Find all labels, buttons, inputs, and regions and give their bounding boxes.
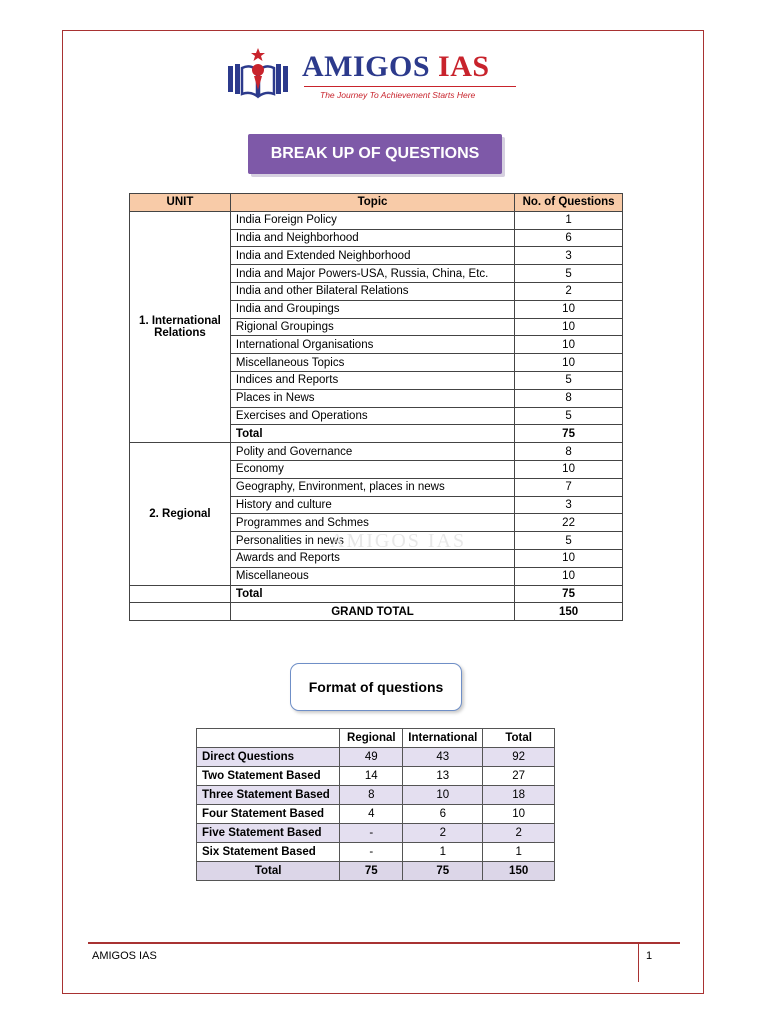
total-cell: 1 [483,843,555,862]
unit-header: UNIT [130,194,231,212]
total-label: Total [197,862,340,881]
topic-header: Topic [230,194,514,212]
regional-header: Regional [340,729,403,748]
blank-header [197,729,340,748]
format-total-row [197,862,555,881]
international-header: International [403,729,483,748]
total-value: 75 [515,585,623,603]
topic-cell: History and culture [230,496,514,514]
topic-cell: Programmes and Schmes [230,514,514,532]
empty-unit-cell [130,585,231,603]
count-cell: 10 [515,354,623,372]
count-cell: 10 [515,336,623,354]
breakup-table [129,193,623,621]
international-cell: 10 [403,786,483,805]
total-cell: 10 [483,805,555,824]
topic-cell: Economy [230,460,514,478]
logo-tagline: The Journey To Achievement Starts Here [320,90,476,100]
count-cell: 7 [515,478,623,496]
topic-cell: India and Groupings [230,300,514,318]
total-cell: 92 [483,748,555,767]
international-cell: 13 [403,767,483,786]
topic-cell: Personalities in news [230,532,514,550]
footer-brand: AMIGOS IAS [92,950,157,962]
topic-cell: India and Extended Neighborhood [230,247,514,265]
row-label: Six Statement Based [197,843,340,862]
total-cell: 18 [483,786,555,805]
table-row [197,805,555,824]
table-row [130,443,623,461]
page-number: 1 [646,950,653,962]
total-label: Total [230,425,514,443]
total-header: Total [483,729,555,748]
watermark: AMIGOS IAS [330,530,467,552]
count-cell: 8 [515,389,623,407]
count-cell: 2 [515,282,623,300]
row-label: Five Statement Based [197,824,340,843]
international-cell: 43 [403,748,483,767]
logo-title: AMIGOS IAS [302,50,490,83]
total-cell: 2 [483,824,555,843]
unit-regional: 2. Regional [130,443,231,585]
regional-cell: 4 [340,805,403,824]
count-cell: 10 [515,300,623,318]
count-cell: 10 [515,460,623,478]
grand-total-row [130,603,623,621]
book-pen-logo-icon [226,46,290,102]
total-label: Total [230,585,514,603]
topic-cell: Rigional Groupings [230,318,514,336]
regional-total: 75 [340,862,403,881]
topic-cell: India Foreign Policy [230,211,514,229]
format-table [196,728,555,881]
topic-cell: Exercises and Operations [230,407,514,425]
international-total: 75 [403,862,483,881]
count-cell: 10 [515,567,623,585]
topic-cell: India and Major Powers-USA, Russia, China, Etc. [230,265,514,283]
count-cell: 8 [515,443,623,461]
row-label: Four Statement Based [197,805,340,824]
amigos-ias-logo [226,46,516,102]
grand-total-value: 150 [515,603,623,621]
format-header-row [197,729,555,748]
table-row [197,824,555,843]
grand-total: 150 [483,862,555,881]
topic-cell: International Organisations [230,336,514,354]
topic-cell: Miscellaneous Topics [230,354,514,372]
row-label: Direct Questions [197,748,340,767]
international-cell: 6 [403,805,483,824]
count-cell: 5 [515,371,623,389]
row-label: Two Statement Based [197,767,340,786]
table-row [130,211,623,229]
topic-cell: Geography, Environment, places in news [230,478,514,496]
topic-cell: Indices and Reports [230,371,514,389]
regional-cell: - [340,843,403,862]
count-cell: 3 [515,247,623,265]
count-cell: 5 [515,532,623,550]
breakup-heading: BREAK UP OF QUESTIONS [248,134,502,174]
grand-total-label: GRAND TOTAL [230,603,514,621]
count-cell: 10 [515,318,623,336]
count-cell: 10 [515,549,623,567]
count-cell: 3 [515,496,623,514]
table-row [197,843,555,862]
footer-rule [88,942,680,944]
topic-cell: Awards and Reports [230,549,514,567]
total-value: 75 [515,425,623,443]
table-row [197,767,555,786]
topic-cell: India and Neighborhood [230,229,514,247]
total-cell: 27 [483,767,555,786]
footer-divider [638,942,639,982]
international-cell: 1 [403,843,483,862]
regional-cell: 14 [340,767,403,786]
count-header: No. of Questions [515,194,623,212]
count-cell: 5 [515,407,623,425]
table-row [197,786,555,805]
count-cell: 1 [515,211,623,229]
breakup-header-row [130,194,623,212]
empty-unit-cell [130,603,231,621]
topic-cell: Places in News [230,389,514,407]
count-cell: 22 [515,514,623,532]
topic-cell: Polity and Governance [230,443,514,461]
table-row [197,748,555,767]
regional-cell: 8 [340,786,403,805]
international-cell: 2 [403,824,483,843]
topic-cell: India and other Bilateral Relations [230,282,514,300]
count-cell: 5 [515,265,623,283]
count-cell: 6 [515,229,623,247]
regional-cell: - [340,824,403,843]
format-heading: Format of questions [290,663,462,711]
row-label: Three Statement Based [197,786,340,805]
logo-underline [304,86,516,87]
unit-international-relations: 1. International Relations [130,211,231,442]
topic-cell: Miscellaneous [230,567,514,585]
total-row [130,585,623,603]
regional-cell: 49 [340,748,403,767]
